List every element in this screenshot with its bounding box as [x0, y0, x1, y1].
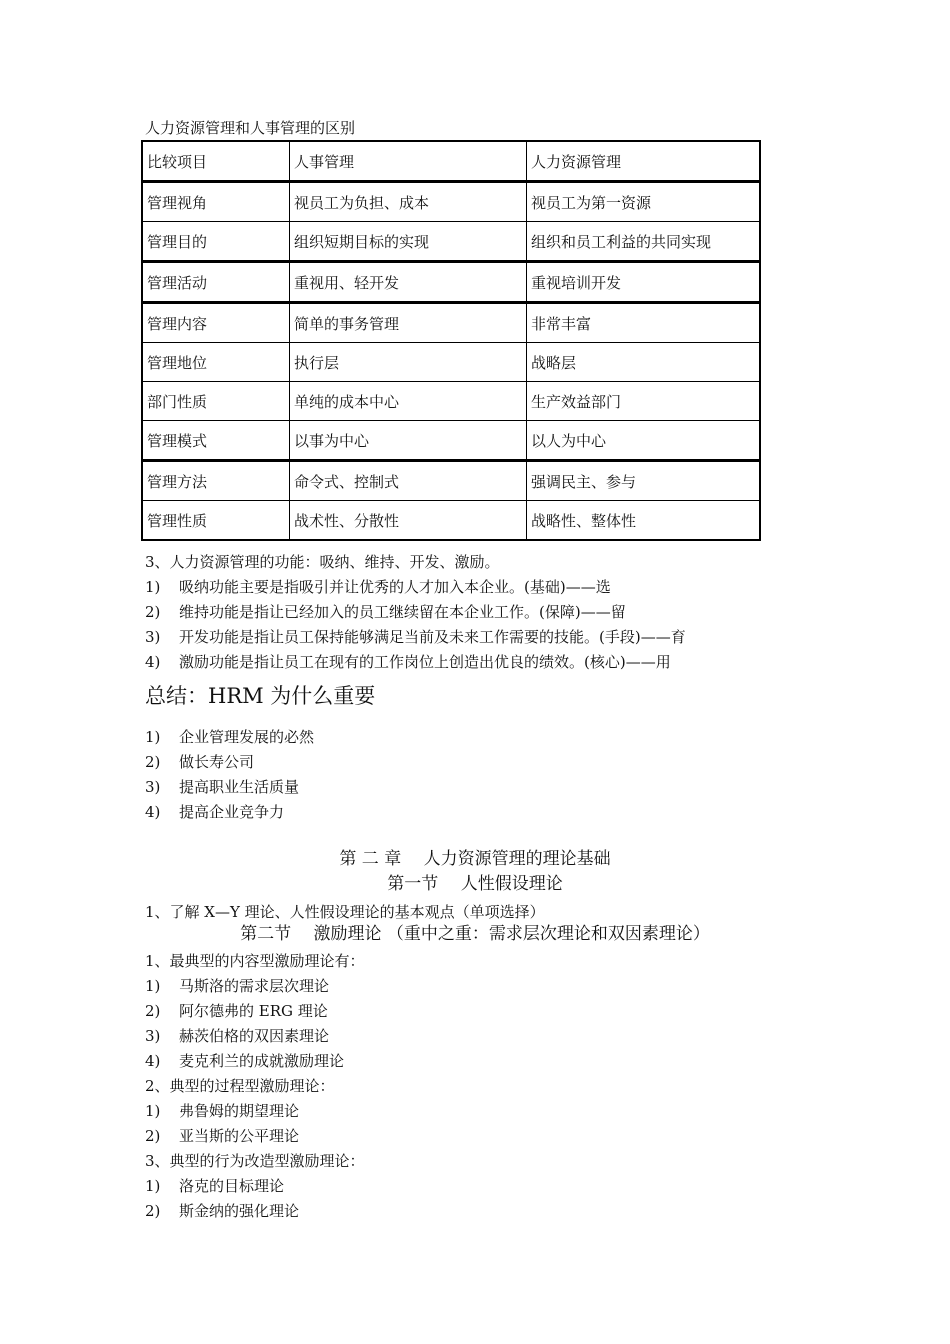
table-row: [142, 141, 760, 182]
table-cell: 重视用、轻开发: [290, 262, 527, 303]
table-cell: 战术性、分散性: [290, 501, 527, 541]
list-item: 1) 企业管理发展的必然: [145, 728, 315, 746]
table-cell: 管理视角: [142, 182, 290, 222]
table-row: [142, 343, 760, 382]
process-heading: 2、典型的过程型激励理论：: [145, 1077, 335, 1095]
table-cell: 管理性质: [142, 501, 290, 541]
list-item: 2) 斯金纳的强化理论: [145, 1202, 300, 1220]
table-row: [142, 303, 760, 343]
list-item: 2) 做长寿公司: [145, 753, 255, 771]
table-cell: 视员工为第一资源: [527, 182, 761, 222]
list-item: 2) 维持功能是指让已经加入的员工继续留在本企业工作。(保障)——留: [145, 603, 626, 621]
table-cell: 以事为中心: [290, 421, 527, 461]
table-cell: 管理方法: [142, 461, 290, 501]
table-cell: 管理模式: [142, 421, 290, 461]
summary-heading: 总结：HRM 为什么重要: [145, 684, 376, 708]
table-header-cell: 比较项目: [142, 141, 290, 182]
table-row: [142, 501, 760, 541]
table-cell: 命令式、控制式: [290, 461, 527, 501]
table-cell: 视员工为负担、成本: [290, 182, 527, 222]
table-cell: 管理活动: [142, 262, 290, 303]
table-cell: 以人为中心: [527, 421, 761, 461]
list-item: 2) 阿尔德弗的 ERG 理论: [145, 1002, 328, 1020]
section-title: 第一节 人性假设理论: [387, 874, 563, 894]
table-row: [142, 421, 760, 461]
section-title: 第二节 激励理论 （重中之重：需求层次理论和双因素理论）: [240, 924, 710, 944]
table-cell: 组织和员工利益的共同实现: [527, 222, 761, 262]
comparison-table: [141, 140, 761, 541]
list-item: 3) 提高职业生活质量: [145, 778, 300, 796]
table-cell: 简单的事务管理: [290, 303, 527, 343]
table-cell: 单纯的成本中心: [290, 382, 527, 421]
table-cell: 生产效益部门: [527, 382, 761, 421]
table-cell: 强调民主、参与: [527, 461, 761, 501]
list-item: 1) 马斯洛的需求层次理论: [145, 977, 330, 995]
content-heading: 1、最典型的内容型激励理论有：: [145, 952, 365, 970]
table-cell: 组织短期目标的实现: [290, 222, 527, 262]
table-cell: 重视培训开发: [527, 262, 761, 303]
table-cell: 管理目的: [142, 222, 290, 262]
table-cell: 部门性质: [142, 382, 290, 421]
table-row: [142, 182, 760, 222]
table-caption: 人力资源管理和人事管理的区别: [145, 119, 356, 137]
table-header-cell: 人力资源管理: [527, 141, 761, 182]
table-cell: 非常丰富: [527, 303, 761, 343]
list-item: 1) 洛克的目标理论: [145, 1177, 285, 1195]
list-item: 2) 亚当斯的公平理论: [145, 1127, 300, 1145]
table-header-cell: 人事管理: [290, 141, 527, 182]
table-cell: 执行层: [290, 343, 527, 382]
table-row: [142, 382, 760, 421]
list-item: 3) 开发功能是指让员工保持能够满足当前及未来工作需要的技能。(手段)——育: [145, 628, 686, 646]
functions-heading: 3、人力资源管理的功能：吸纳、维持、开发、激励。: [145, 553, 500, 571]
table-cell: 管理地位: [142, 343, 290, 382]
list-item: 3) 赫茨伯格的双因素理论: [145, 1027, 330, 1045]
point-text: 1、了解 X—Y 理论、人性假设理论的基本观点（单项选择）: [145, 903, 545, 921]
list-item: 4) 提高企业竞争力: [145, 803, 285, 821]
table-row: [142, 262, 760, 303]
behavior-heading: 3、典型的行为改造型激励理论：: [145, 1152, 365, 1170]
table-cell: 战略性、整体性: [527, 501, 761, 541]
table-cell: 战略层: [527, 343, 761, 382]
table-row: [142, 461, 760, 501]
list-item: 1) 弗鲁姆的期望理论: [145, 1102, 300, 1120]
list-item: 1) 吸纳功能主要是指吸引并让优秀的人才加入本企业。(基础)——选: [145, 578, 611, 596]
table-cell: 管理内容: [142, 303, 290, 343]
chapter-title: 第 二 章 人力资源管理的理论基础: [339, 849, 611, 869]
table-row: [142, 222, 760, 262]
list-item: 4) 麦克利兰的成就激励理论: [145, 1052, 345, 1070]
list-item: 4) 激励功能是指让员工在现有的工作岗位上创造出优良的绩效。(核心)——用: [145, 653, 671, 671]
